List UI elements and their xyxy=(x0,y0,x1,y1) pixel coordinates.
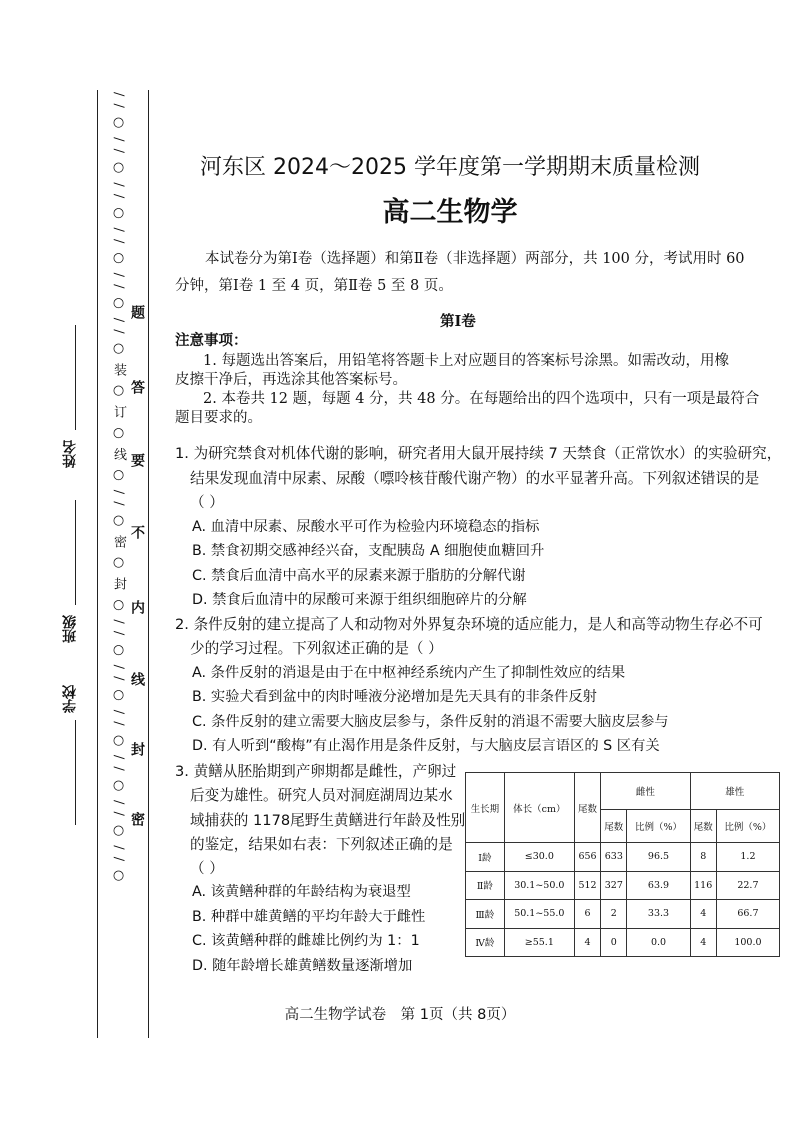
cell-count: 4 xyxy=(574,928,600,957)
cell-female-pct: 63.9 xyxy=(627,871,690,900)
warn-char-5: 内 xyxy=(129,600,145,614)
warn-char-1: 题 xyxy=(129,305,145,319)
th-stage: 生长期 xyxy=(466,773,505,843)
cell-male-pct: 1.2 xyxy=(716,843,779,872)
q2-option-a: A. 条件反射的消退是由于在中枢神经系统内产生了抑制性效应的结果 xyxy=(192,665,626,681)
q1-answer-blank: （ ） xyxy=(190,494,224,511)
cell-male-n: 4 xyxy=(690,900,716,929)
binding-line-left xyxy=(97,90,98,1038)
cell-length: 50.1~55.0 xyxy=(504,900,574,929)
page-footer: 高二生物学试卷 第 1页（共 8页） xyxy=(284,1007,516,1023)
cell-male-n: 4 xyxy=(690,928,716,957)
cell-length: ≥55.1 xyxy=(504,928,574,957)
q2-stem-2: 少的学习过程。下列叙述正确的是（ ） xyxy=(190,640,443,657)
warn-char-4: 不 xyxy=(129,525,145,539)
exam-title: 河东区 2024～2025 学年度第一学期期末质量检测 xyxy=(200,155,700,180)
q2-option-b: B. 实验犬看到盆中的肉时唾液分泌增加是先天具有的非条件反射 xyxy=(192,689,597,705)
q1-option-b: B. 禁食初期交感神经兴奋，支配胰岛 A 细胞使血糖回升 xyxy=(192,543,545,559)
cell-stage: Ⅲ龄 xyxy=(466,900,505,929)
name-label: 姓名 xyxy=(62,440,78,468)
cell-stage: Ⅳ龄 xyxy=(466,928,505,957)
school-label: 学校 xyxy=(62,685,78,713)
warn-char-7: 封 xyxy=(129,742,145,756)
q3-option-c: C. 该黄鳝种群的雌雄比例约为 1：1 xyxy=(192,933,420,949)
q3-stem-2: 后变为雄性。研究人员对洞庭湖周边某水 xyxy=(190,787,453,804)
note-2a: 2. 本卷共 12 题，每题 4 分，共 48 分。在每题给出的四个选项中，只有一项是最符合 xyxy=(203,391,760,407)
cell-stage: Ⅱ龄 xyxy=(466,871,505,900)
cell-count: 656 xyxy=(574,843,600,872)
th-length: 体长（cm） xyxy=(504,773,574,843)
table-row xyxy=(466,928,780,957)
warn-char-8: 密 xyxy=(129,812,145,826)
cell-female-pct: 33.3 xyxy=(627,900,690,929)
cell-male-pct: 66.7 xyxy=(716,900,779,929)
q3-answer-blank: （ ） xyxy=(190,860,224,877)
name-field[interactable] xyxy=(75,325,76,430)
q3-option-a: A. 该黄鳝种群的年龄结构为衰退型 xyxy=(192,884,411,900)
intro-line-2: 分钟，第Ⅰ卷 1 至 4 页，第Ⅱ卷 5 至 8 页。 xyxy=(175,278,453,294)
note-1a: 1. 每题选出答案后，用铅笔将答题卡上对应题目的答案标号涂黑。如需改动，用橡 xyxy=(203,353,729,369)
cell-female-n: 327 xyxy=(601,871,627,900)
eel-data-table xyxy=(465,772,780,957)
table-row xyxy=(466,900,780,929)
class-field[interactable] xyxy=(75,500,76,605)
warn-char-3: 要 xyxy=(129,453,145,467)
table-row xyxy=(466,871,780,900)
q3-stem-1: 3. 黄鳝从胚胎期到产卵期都是雌性，产卵过 xyxy=(175,763,457,780)
exam-subject: 高二生物学 xyxy=(382,197,518,228)
warn-char-6: 线 xyxy=(129,672,145,686)
cell-female-n: 633 xyxy=(601,843,627,872)
table-row xyxy=(466,843,780,872)
th-male-n: 尾数 xyxy=(690,810,716,843)
part-heading: 第Ⅰ卷 xyxy=(440,313,476,330)
th-male-pct: 比例（%） xyxy=(716,810,779,843)
cell-female-n: 2 xyxy=(601,900,627,929)
q1-stem-1: 1. 为研究禁食对机体代谢的影响，研究者用大鼠开展持续 7 天禁食（正常饮水）的实验研究， xyxy=(175,445,782,462)
cell-count: 512 xyxy=(574,871,600,900)
cell-male-pct: 100.0 xyxy=(716,928,779,957)
cell-female-pct: 0.0 xyxy=(627,928,690,957)
q1-option-a: A. 血清中尿素、尿酸水平可作为检验内环境稳态的指标 xyxy=(192,519,540,535)
q1-option-c: C. 禁食后血清中高水平的尿素来源于脂肪的分解代谢 xyxy=(192,568,526,584)
cell-stage: Ⅰ龄 xyxy=(466,843,505,872)
note-2b: 题目要求的。 xyxy=(175,410,262,426)
th-female: 雌性 xyxy=(601,773,690,810)
eel-data-table-wrap xyxy=(465,772,780,957)
th-female-pct: 比例（%） xyxy=(627,810,690,843)
q2-stem-1: 2. 条件反射的建立提高了人和动物对外界复杂环境的适应能力，是人和高等动物生存必不可 xyxy=(175,616,763,633)
notes-title: 注意事项： xyxy=(175,332,248,349)
cell-male-n: 116 xyxy=(690,871,716,900)
th-male: 雄性 xyxy=(690,773,779,810)
school-field[interactable] xyxy=(75,720,76,825)
q3-stem-3: 域捕获的 1178尾野生黄鳝进行年龄及性别 xyxy=(190,812,466,829)
q3-option-b: B. 种群中雄黄鳝的平均年龄大于雌性 xyxy=(192,909,426,925)
cell-male-n: 8 xyxy=(690,843,716,872)
cell-length: 30.1~50.0 xyxy=(504,871,574,900)
cell-female-pct: 96.5 xyxy=(627,843,690,872)
q1-option-d: D. 禁食后血清中的尿酸可来源于组织细胞碎片的分解 xyxy=(192,592,527,608)
warn-char-2: 答 xyxy=(129,380,145,394)
q2-option-d: D. 有人听到“酸梅”有止渴作用是条件反射，与大脑皮层言语区的 S 区有关 xyxy=(192,738,660,754)
note-1b: 皮擦干净后，再选涂其他答案标号。 xyxy=(175,372,407,388)
q3-stem-4: 的鉴定，结果如右表：下列叙述正确的是 xyxy=(190,836,453,853)
class-label: 班级 xyxy=(62,615,78,643)
seal-line-text: / / ○ / / ○ / / ○ / / ○ / / ○ / / ○ 装 ○ 订 ○ 线 ○ / / ○ 密 ○ 封 ○ / / ○ / / ○ / / ○ / / ○ / / ○ / / ○ xyxy=(111,92,126,885)
cell-male-pct: 22.7 xyxy=(716,871,779,900)
q2-option-c: C. 条件反射的建立需要大脑皮层参与，条件反射的消退不需要大脑皮层参与 xyxy=(192,714,669,730)
cell-female-n: 0 xyxy=(601,928,627,957)
th-count: 尾数 xyxy=(574,773,600,843)
intro-line-1: 本试卷分为第Ⅰ卷（选择题）和第Ⅱ卷（非选择题）两部分，共 100 分，考试用时 60 xyxy=(205,251,745,267)
cell-count: 6 xyxy=(574,900,600,929)
binding-line-right xyxy=(148,90,149,1038)
cell-length: ≤30.0 xyxy=(504,843,574,872)
th-female-n: 尾数 xyxy=(601,810,627,843)
q3-option-d: D. 随年龄增长雄黄鳝数量逐渐增加 xyxy=(192,958,413,974)
q1-stem-2: 结果发现血清中尿素、尿酸（嘌呤核苷酸代谢产物）的水平显著升高。下列叙述错误的是 xyxy=(190,470,760,487)
